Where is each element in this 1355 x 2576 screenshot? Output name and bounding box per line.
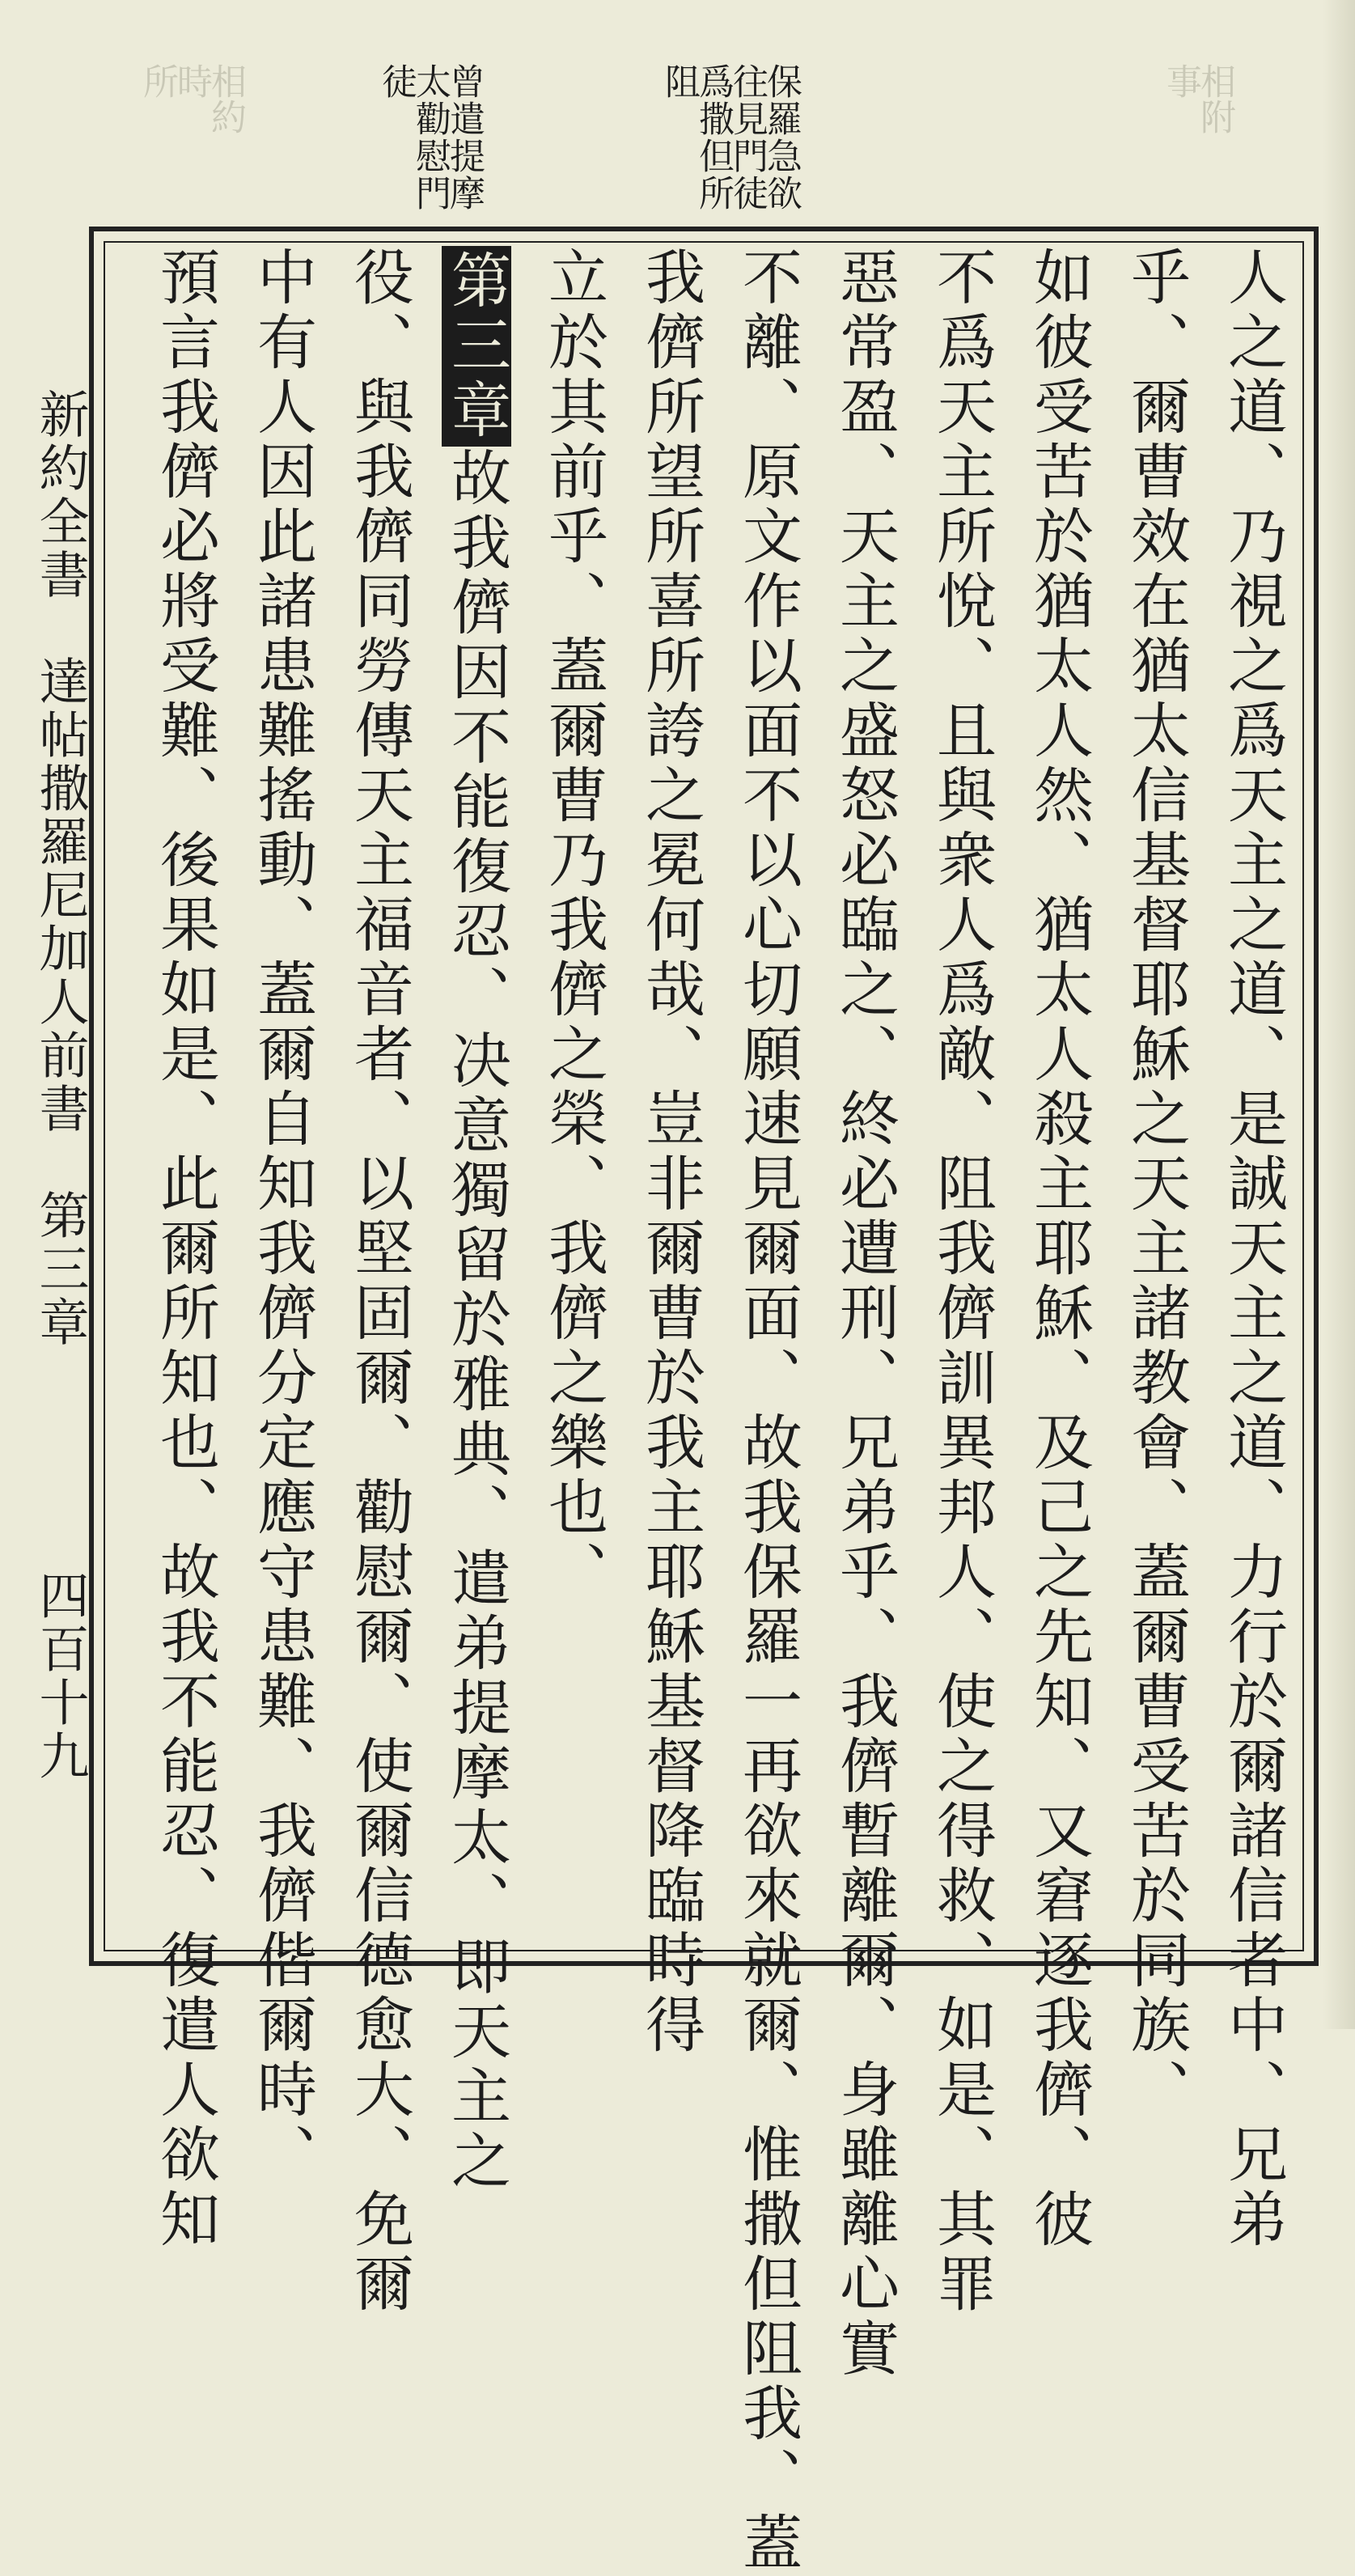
page-number: 四百十九 xyxy=(31,1570,90,1783)
show-through-note: 相附 事 xyxy=(1160,63,1235,134)
text-frame xyxy=(89,227,1319,2576)
header-note-line: 曾遣提摩 xyxy=(443,63,485,212)
header-note-left xyxy=(375,63,485,212)
text-column-chapter-start xyxy=(432,246,521,2194)
text-column: 役、與我儕同勞傳天主福音者、以堅固爾、勸慰爾、使爾信德愈大、免爾 xyxy=(345,246,414,2317)
header-note-line: 徒 xyxy=(375,63,417,100)
show-through-note-left: 相約 時 所 xyxy=(137,63,246,134)
text-column: 不爲天主所悅、且與衆人爲敵、阻我儕訓異邦人、使之得救、如是、其罪 xyxy=(927,246,997,2317)
header-note-line: 爲撒但所 xyxy=(692,63,734,212)
text-column: 中有人因此諸患難搖動、蓋爾自知我儕分定應守患難、我儕偕爾時、 xyxy=(248,246,317,2188)
text-column: 不離、原文作以面不以心切願速見爾面、故我保羅一再欲來就爾、惟撒但阻我、蓋 xyxy=(733,246,802,2576)
chapter-label: 第三章 xyxy=(442,246,511,447)
text-column: 乎、爾曹效在猶太信基督耶穌之天主諸教會、蓋爾曹受苦於同族、 xyxy=(1121,246,1191,2123)
text-column: 預言我儕必將受難、後果如是、此爾所知也、故我不能忍、復遣人欲知 xyxy=(150,246,220,2252)
text-column: 立於其前乎、蓋爾曹乃我儕之榮、我儕之樂也、 xyxy=(539,246,608,1605)
header-note-line: 往見門徒 xyxy=(726,63,768,212)
header-note-line: 保羅急欲 xyxy=(760,63,802,212)
text-column: 惡常盈、天主之盛怒必臨之、終必遭刑、兄弟乎、我儕暫離爾、身雖離心實 xyxy=(830,246,900,2382)
page-edge-shadow xyxy=(1323,0,1355,2029)
chapter-start-text: 故我儕因不能復忍、决意獨留於雅典、遣弟提摩太、即天主之 xyxy=(442,447,511,2194)
header-note-line: 太勸慰門 xyxy=(409,63,451,212)
text-column: 如彼受苦於猶太人然、猶太人殺主耶穌、及己之先知、又窘逐我儕、彼 xyxy=(1024,246,1094,2252)
text-column: 我儕所望所喜所誇之冕何哉、豈非爾曹於我主耶穌基督降臨時得 xyxy=(636,246,705,2058)
running-title: 新約全書 達帖撒羅尼加人前書 第三章 xyxy=(31,388,90,1349)
header-note-right xyxy=(658,63,802,212)
text-column: 人之道、乃視之爲天主之道、是誠天主之道、力行於爾諸信者中、兄弟 xyxy=(1218,246,1288,2252)
header-note-line: 阻 xyxy=(658,63,700,100)
